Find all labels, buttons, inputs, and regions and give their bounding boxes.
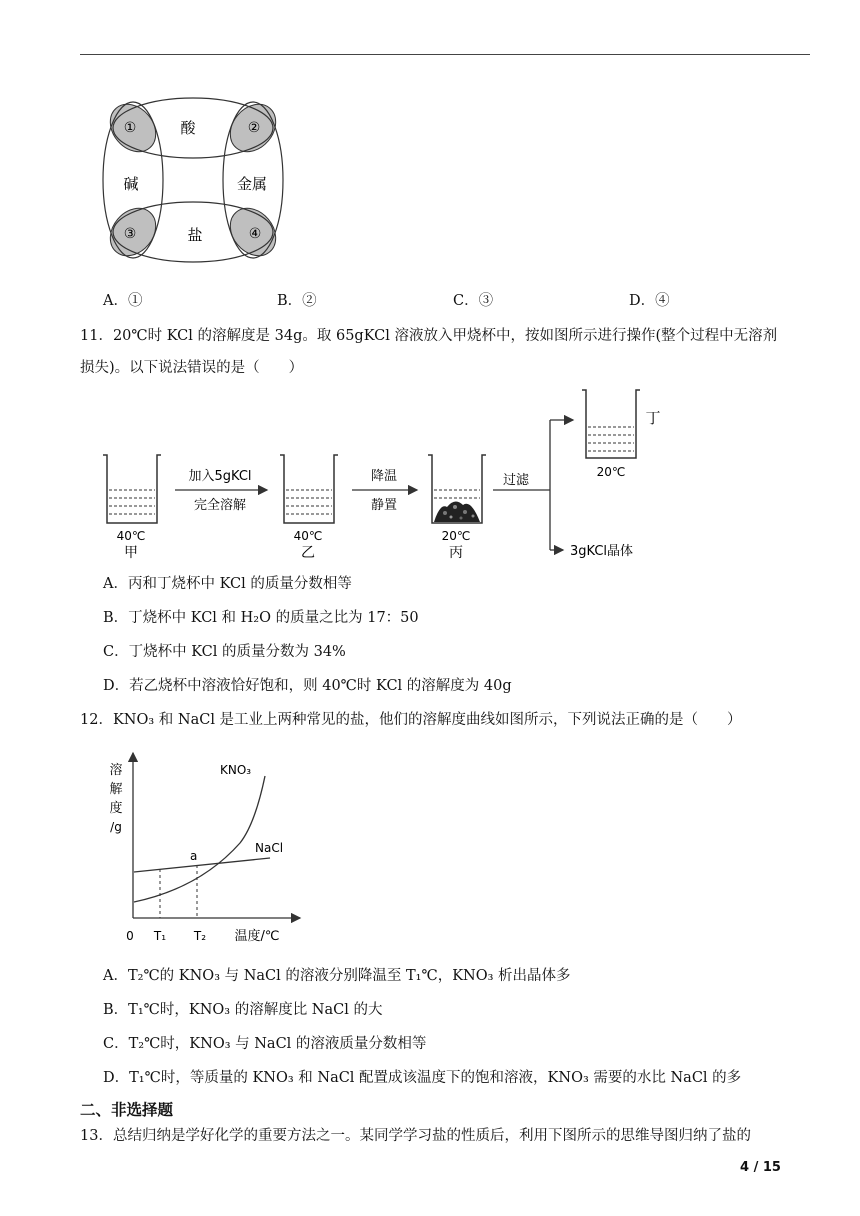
q10-option-b[interactable] [277,291,317,311]
section-heading: 二、非选择题 [80,1101,174,1119]
q11-option-a[interactable]: A．丙和丁烧杯中 KCl 的质量分数相等 [103,576,352,592]
step1-bottom-label: 完全溶解 [193,498,247,513]
option-text: ③ [478,293,494,309]
option-text: ② [302,293,317,309]
y-label-3: 度 [109,801,123,816]
acid-base-salt-metal-diagram [100,92,290,267]
y-label-2: 解 [109,782,123,797]
step1-top-label: 加入5gKCl [188,469,252,484]
header-rule [80,54,810,55]
kno3-curve [134,776,265,902]
q13-stem: 13．总结归纳是学好化学的重要方法之一。某同学学习盐的性质后，利用下图所示的思维导图归纳了盐的 [80,1128,751,1144]
beaker-bing [428,455,486,523]
mark-2: ② [247,120,261,136]
mark-3: ③ [123,226,137,242]
q12-stem: 12．KNO₃ 和 NaCl 是工业上两种常见的盐，他们的溶解度曲线如图所示，下列说法正确的是（ ） [80,712,742,728]
q11-option-b[interactable]: B．丁烧杯中 KCl 和 H₂O 的质量之比为 17：50 [103,610,419,626]
metal-label: 金属 [236,175,268,193]
beaker-ding-name: 丁 [645,409,661,427]
beaker-jia-name: 甲 [124,545,138,561]
y-label-4: /g [110,820,122,834]
q11-option-c[interactable]: C．丁烧杯中 KCl 的质量分数为 34% [103,644,346,660]
step3-label: 过滤 [502,473,530,488]
step2-top-label: 降温 [370,469,398,484]
option-text: ① [127,293,143,309]
q11-option-d[interactable]: D．若乙烧杯中溶液恰好饱和，则 40℃时 KCl 的溶解度为 40g [103,678,512,694]
nacl-label: NaCl [255,841,284,855]
salt-label: 盐 [187,226,203,244]
beaker-jia-temp: 40℃ [116,529,146,543]
beaker-jia [103,455,161,523]
y-label-1: 溶 [109,763,123,778]
beaker-ding [582,390,640,458]
q12-option-a[interactable]: A．T₂℃的 KNO₃ 与 NaCl 的溶液分别降温至 T₁℃，KNO₃ 析出晶体多 [103,968,571,984]
acid-label: 酸 [180,119,196,137]
beaker-yi-temp: 40℃ [293,529,323,543]
origin-label: 0 [126,929,134,943]
option-text: ④ [655,293,670,309]
mark-1: ① [123,120,137,136]
t2-label: T₂ [193,929,207,943]
option-letter: A． [103,293,128,309]
q12-option-c[interactable]: C．T₂℃时，KNO₃ 与 NaCl 的溶液质量分数相等 [103,1036,427,1052]
q11-stem-line1: 11．20℃时 KCl 的溶解度是 34g。取 65gKCl 溶液放入甲烧杯中，按如图所示进行操作(整个过程中无溶剂 [80,328,778,344]
q10-option-c[interactable] [453,291,493,311]
nacl-curve [134,858,270,872]
q11-stem-line2: 损失)。以下说法错误的是（ ） [80,360,304,376]
beaker-bing-temp: 20℃ [441,529,471,543]
beaker-yi-name: 乙 [301,545,315,561]
page-number: 4 / 15 [740,1160,781,1175]
q12-option-d[interactable]: D．T₁℃时，等质量的 KNO₃ 和 NaCl 配置成该温度下的饱和溶液，KNO₃ 需要的水比 NaCl 的多 [103,1070,742,1086]
q12-option-b[interactable]: B．T₁℃时，KNO₃ 的溶解度比 NaCl 的大 [103,1002,383,1018]
beaker-ding-temp: 20℃ [596,465,626,479]
option-letter: C． [453,293,479,309]
mark-4: ④ [248,226,262,242]
t1-label: T₁ [153,929,167,943]
kcl-process-figure [95,385,675,570]
base-label: 碱 [123,175,139,193]
crystal-label: 3gKCl晶体 [570,544,634,559]
beaker-yi [280,455,338,523]
point-a-label: a [190,849,198,863]
q10-option-a[interactable] [103,291,142,311]
option-letter: D． [629,293,656,309]
q10-option-d[interactable] [629,291,670,311]
option-letter: B． [277,293,303,309]
x-label: 温度/℃ [234,929,280,944]
solubility-curve-chart [100,748,310,948]
step2-bottom-label: 静置 [370,498,398,513]
kno3-label: KNO₃ [220,763,252,777]
beaker-bing-name: 丙 [449,545,463,561]
